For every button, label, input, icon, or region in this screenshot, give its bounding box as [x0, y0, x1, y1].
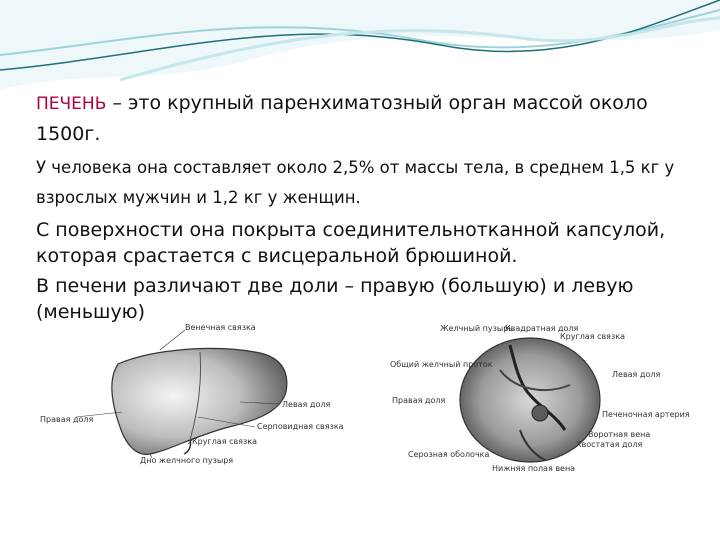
label-left-lobe-bottom: Левая доля: [612, 370, 661, 379]
intro-text: – это крупный паренхиматозный орган массой около 1500г.: [36, 92, 648, 145]
keyword-liver: ПЕЧЕНЬ: [36, 94, 107, 114]
label-caudate-lobe: Хвостатая доля: [576, 440, 643, 449]
label-portal-vein: Воротная вена: [588, 430, 651, 439]
label-serous-membrane: Серозная оболочка: [408, 450, 490, 459]
label-hepatic-artery: Печеночная артерия: [602, 410, 690, 419]
label-coronary-ligament: Венечная связка: [185, 323, 256, 332]
label-gallbladder: Желчный пузырь: [440, 324, 513, 333]
stats-paragraph: У человека она составляет около 2,5% от массы тела, в среднем 1,5 кг у взрослых мужчин и 1,2 кг у женщин.: [36, 158, 675, 207]
intro-paragraph: [36, 88, 676, 149]
label-common-bile-duct: Общий желчный проток: [390, 360, 493, 369]
label-right-lobe: Правая доля: [40, 415, 94, 424]
slide-text: [36, 88, 676, 325]
label-falciform-ligament: Серповидная связка: [257, 422, 344, 431]
liver-front-illustration: [40, 322, 360, 472]
label-round-ligament: Круглая связка: [192, 437, 257, 446]
label-inferior-vena-cava: Нижняя полая вена: [492, 464, 576, 473]
liver-inferior-illustration: [380, 315, 690, 475]
lobes-paragraph: В печени различают две доли – правую (большую) и левую (меньшую): [36, 275, 634, 323]
label-left-lobe: Левая доля: [282, 400, 331, 409]
label-quadrate-lobe: Квадратная доля: [505, 324, 579, 333]
capsule-paragraph: С поверхности она покрыта соединительнотканной капсулой, которая срастается с висцеральной брюшиной.: [36, 219, 666, 267]
label-gallbladder-fundus: Дно желчного пузыря: [140, 456, 234, 465]
decorative-wave-top: [0, 0, 720, 90]
label-round-ligament-bottom: Круглая связка: [560, 332, 625, 341]
label-right-lobe-bottom: Правая доля: [392, 396, 446, 405]
